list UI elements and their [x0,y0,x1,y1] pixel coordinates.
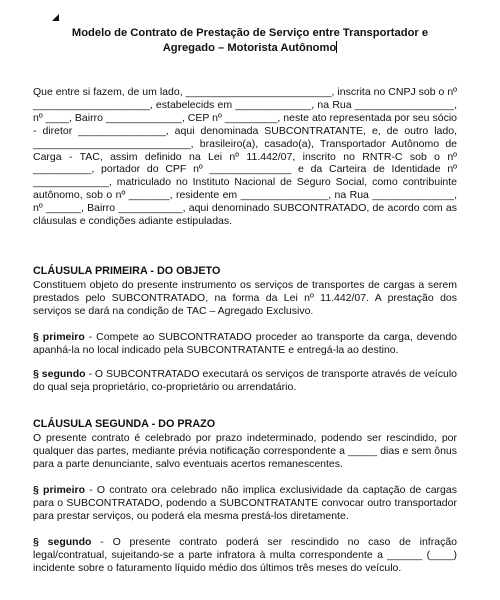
paragraph-text: - O presente contrato poderá ser rescindido no caso de infração legal/contratual, sujeitando-se a parte infratora à multa correspondente a ______ (____) incidente sobre o faturamento líquido médio dos últimos três meses do veículo. [33,536,457,574]
title-line-1: Modelo de Contrato de Prestação de Serviço entre Transportador e [71,27,429,39]
intro-paragraph: Que entre si fazem, de um lado, _________________________, inscrita no CNPJ sob o nº ____________________, estabelecids em _____________, na Rua _________________, nº ____, Bairro _____________, CEP nº _________, neste ato representada por seu sócio - diretor _______________, aqui denominada SUBCONTRATANTE, e, de outro lado, ___________________________, brasileiro(a), casado(a), Transportador Autônomo de Carga - TAC, assim definido na Lei nº 11.442/07, inscrito no RNTR-C sob o nº __________, portador do CPF nº ______________ e da Carteira de Identidade nº _____________, matriculado no Instituto Nacional de Seguro Social, como contribuinte autônomo, sob o nº _______, residente em _______________, na Rua ______________, nº ______, Bairro ___________, aqui denominado SUBCONTRATADO, de acordo com as cláusulas e condições adiante estipuladas. [33,86,457,228]
clause-2-paragraph-1 [33,484,457,523]
clause-2-body: O presente contrato é celebrado por prazo indeterminado, podendo ser rescindido, por qualquer das partes, mediante prévia notificação correspondente a _____ dias e sem ônus para a parte denunciante, salvo eventuais acertos remanescentes. [33,432,457,470]
paragraph-mark: § segundo [33,368,86,380]
clause-1-paragraph-1 [33,331,457,357]
paragraph-mark: § primeiro [33,331,85,343]
paragraph-mark: § primeiro [33,484,86,496]
paragraph-text: - O contrato ora celebrado não implica exclusividade da captação de cargas para o SUBCONTRATADO, podendo a SUBCONTRATANTE convocar outro transportador para prestar serviços, ou poderá ela mesma prestá-los diretamente. [33,484,457,522]
clause-1-heading: CLÁUSULA PRIMEIRA - DO OBJETO [33,265,221,277]
paragraph-mark: § segundo [33,536,92,548]
title-line-2: Agregado – Motorista Autônomo [162,41,337,54]
paragraph-text: - Compete ao SUBCONTRATADO proceder ao transporte da carga, devendo apanhá-la no local indicado pela SUBCONTRATANTE e entregá-la ao destino. [33,331,457,356]
clause-2-paragraph-2 [33,536,457,575]
document-title [40,26,460,55]
clause-2-heading: CLÁUSULA SEGUNDA - DO PRAZO [33,418,216,430]
clause-1-body: Constituem objeto do presente instrumento os serviços de transportes de cargas a serem prestados pelo SUBCONTRATADO, na forma da Lei nº 11.442/07. A prestação dos serviços se dará na condição de TAC – Agregado Exclusivo. [33,279,457,317]
text-cursor [336,41,337,53]
paragraph-text: - O SUBCONTRATADO executará os serviços de transporte através de veículo do qual seja proprietário, co-proprietário ou arrendatário. [33,368,457,393]
corner-marker-icon [52,14,59,21]
clause-1-paragraph-2 [33,368,457,394]
